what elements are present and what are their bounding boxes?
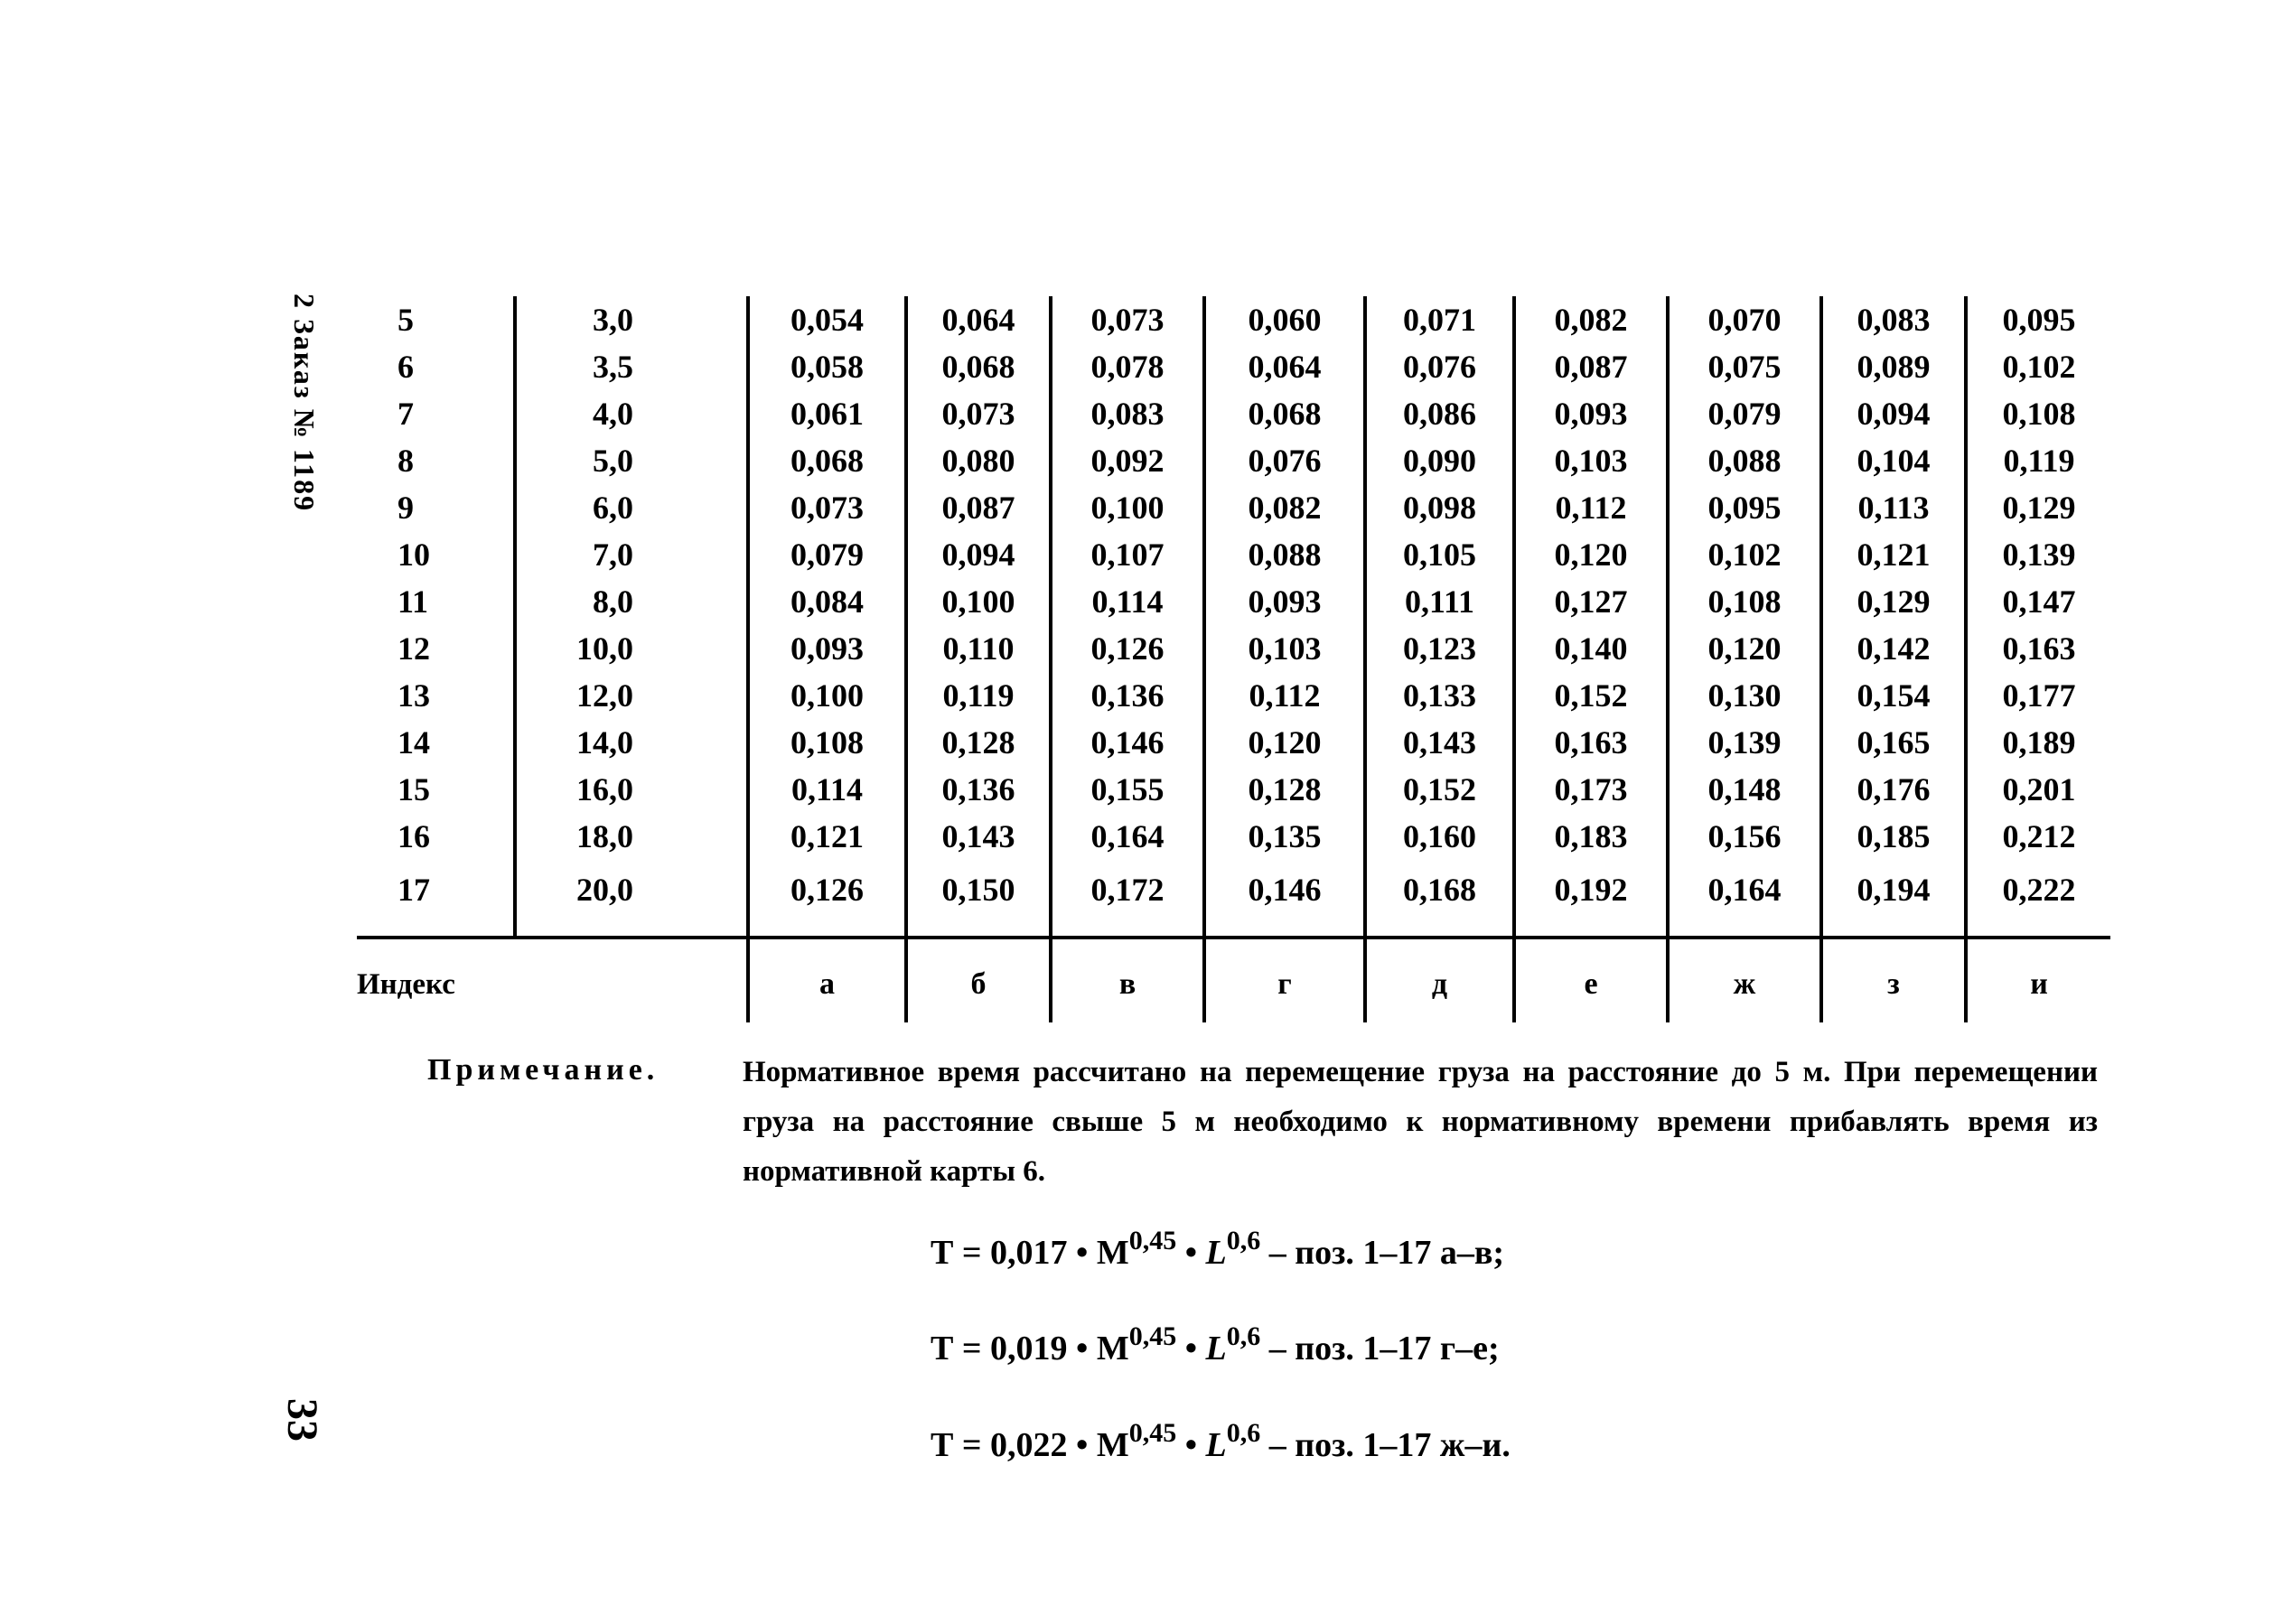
formula-suffix: – поз. 1–17 г–е;: [1268, 1330, 1500, 1367]
time-cell: 0,163: [1514, 719, 1668, 766]
time-cell: 0,168: [1365, 860, 1514, 938]
time-cell: 0,114: [748, 766, 906, 813]
note-text: Нормативное время рассчитано на перемещение груза на расстояние до 5 м. При перемещении груза на расстояние свыше 5 м необходимо к нормативному времени прибавлять время из нормативной карты 6.: [743, 1056, 2098, 1188]
formula-dot: •: [1184, 1426, 1197, 1464]
formula-m-exponent: 0,45: [1128, 1321, 1177, 1351]
time-cell: 0,058: [748, 343, 906, 390]
row-distance: 14,0: [515, 719, 748, 766]
formula-m: М: [1096, 1426, 1129, 1464]
index-letter: з: [1821, 938, 1966, 1022]
formula-dot: •: [1184, 1234, 1197, 1272]
time-cell: 0,083: [1051, 390, 1204, 437]
row-position: 17: [398, 872, 430, 908]
time-cell: 0,079: [1668, 390, 1821, 437]
time-cell: 0,154: [1821, 672, 1966, 719]
row-position: 15: [398, 771, 430, 807]
time-cell: 0,121: [1821, 531, 1966, 578]
time-cell: 0,064: [1204, 343, 1365, 390]
table-row: [357, 390, 2110, 437]
row-distance: 3,5: [515, 343, 748, 390]
time-cell: 0,183: [1514, 813, 1668, 860]
row-position: 8: [398, 443, 414, 479]
time-cell: 0,121: [748, 813, 906, 860]
time-cell: 0,189: [1966, 719, 2110, 766]
formula-l-exponent: 0,6: [1226, 1321, 1261, 1351]
formula-l-exponent: 0,6: [1226, 1226, 1261, 1255]
table-row: [357, 484, 2110, 531]
row-distance: 18,0: [515, 813, 748, 860]
time-cell: 0,060: [1204, 296, 1365, 343]
time-cell: 0,083: [1821, 296, 1966, 343]
time-cell: 0,061: [748, 390, 906, 437]
formula-lhs: Т = 0,019: [931, 1330, 1068, 1367]
formula-m: М: [1096, 1330, 1129, 1367]
time-cell: 0,119: [1966, 437, 2110, 484]
time-cell: 0,129: [1821, 578, 1966, 625]
table-body: [357, 296, 2110, 1022]
formula-suffix: – поз. 1–17 а–в;: [1268, 1234, 1505, 1272]
formula-line: [931, 1226, 1504, 1273]
time-cell: 0,100: [1051, 484, 1204, 531]
time-cell: 0,156: [1668, 813, 1821, 860]
time-cell: 0,163: [1966, 625, 2110, 672]
time-cell: 0,192: [1514, 860, 1668, 938]
time-cell: 0,165: [1821, 719, 1966, 766]
time-cell: 0,155: [1051, 766, 1204, 813]
time-cell: 0,112: [1514, 484, 1668, 531]
row-distance: 10,0: [515, 625, 748, 672]
time-cell: 0,147: [1966, 578, 2110, 625]
time-cell: 0,087: [906, 484, 1051, 531]
time-cell: 0,176: [1821, 766, 1966, 813]
time-cell: 0,075: [1668, 343, 1821, 390]
time-cell: 0,078: [1051, 343, 1204, 390]
time-cell: 0,100: [748, 672, 906, 719]
table-row: [357, 578, 2110, 625]
time-cell: 0,146: [1051, 719, 1204, 766]
time-cell: 0,139: [1668, 719, 1821, 766]
time-cell: 0,136: [906, 766, 1051, 813]
index-letter: ж: [1668, 938, 1821, 1022]
time-cell: 0,114: [1051, 578, 1204, 625]
formula-dot: •: [1076, 1426, 1089, 1464]
index-letter: в: [1051, 938, 1204, 1022]
row-position: 10: [398, 537, 430, 573]
formula-m: М: [1096, 1234, 1129, 1272]
row-position: 11: [398, 583, 429, 620]
time-cell: 0,120: [1514, 531, 1668, 578]
time-cell: 0,120: [1668, 625, 1821, 672]
time-cell: 0,089: [1821, 343, 1966, 390]
time-cell: 0,095: [1966, 296, 2110, 343]
time-cell: 0,070: [1668, 296, 1821, 343]
time-cell: 0,119: [906, 672, 1051, 719]
time-cell: 0,127: [1514, 578, 1668, 625]
time-cell: 0,084: [748, 578, 906, 625]
table-row: [357, 766, 2110, 813]
time-cell: 0,129: [1966, 484, 2110, 531]
formula-lhs: Т = 0,022: [931, 1426, 1068, 1464]
index-letter: е: [1514, 938, 1668, 1022]
time-cell: 0,086: [1365, 390, 1514, 437]
time-cell: 0,090: [1365, 437, 1514, 484]
row-position: 7: [398, 396, 414, 432]
time-cell: 0,092: [1051, 437, 1204, 484]
formula-lhs: Т = 0,017: [931, 1234, 1068, 1272]
time-cell: 0,108: [748, 719, 906, 766]
time-cell: 0,164: [1051, 813, 1204, 860]
time-cell: 0,212: [1966, 813, 2110, 860]
time-cell: 0,142: [1821, 625, 1966, 672]
row-position: 16: [398, 818, 430, 854]
index-letter: а: [748, 938, 906, 1022]
index-letter: б: [906, 938, 1051, 1022]
time-cell: 0,108: [1966, 390, 2110, 437]
index-label: Индекс: [357, 938, 748, 1022]
time-cell: 0,068: [906, 343, 1051, 390]
time-cell: 0,098: [1365, 484, 1514, 531]
row-distance: 16,0: [515, 766, 748, 813]
formula-l-exponent: 0,6: [1226, 1418, 1261, 1448]
time-cell: 0,064: [906, 296, 1051, 343]
row-distance: 6,0: [515, 484, 748, 531]
time-cell: 0,146: [1204, 860, 1365, 938]
row-position: 13: [398, 677, 430, 714]
time-cell: 0,068: [1204, 390, 1365, 437]
time-cell: 0,194: [1821, 860, 1966, 938]
row-distance: 20,0: [515, 860, 748, 938]
row-position: 14: [398, 724, 430, 761]
formula-m-exponent: 0,45: [1128, 1418, 1177, 1448]
time-cell: 0,110: [906, 625, 1051, 672]
time-cell: 0,088: [1204, 531, 1365, 578]
time-cell: 0,094: [906, 531, 1051, 578]
time-cell: 0,185: [1821, 813, 1966, 860]
time-cell: 0,126: [1051, 625, 1204, 672]
row-position: 9: [398, 490, 414, 526]
time-cell: 0,107: [1051, 531, 1204, 578]
time-cell: 0,076: [1204, 437, 1365, 484]
time-cell: 0,093: [748, 625, 906, 672]
time-cell: 0,160: [1365, 813, 1514, 860]
time-cell: 0,093: [1514, 390, 1668, 437]
row-position: 6: [398, 349, 414, 385]
time-cell: 0,102: [1966, 343, 2110, 390]
formula-dot: •: [1184, 1330, 1197, 1367]
time-cell: 0,177: [1966, 672, 2110, 719]
time-cell: 0,143: [906, 813, 1051, 860]
row-distance: 8,0: [515, 578, 748, 625]
time-cell: 0,095: [1668, 484, 1821, 531]
time-cell: 0,080: [906, 437, 1051, 484]
time-cell: 0,152: [1514, 672, 1668, 719]
time-cell: 0,128: [906, 719, 1051, 766]
index-letter: и: [1966, 938, 2110, 1022]
time-cell: 0,073: [1051, 296, 1204, 343]
time-cell: 0,100: [906, 578, 1051, 625]
row-position: 5: [398, 302, 414, 338]
time-cell: 0,093: [1204, 578, 1365, 625]
time-cell: 0,123: [1365, 625, 1514, 672]
time-cell: 0,082: [1204, 484, 1365, 531]
time-cell: 0,111: [1365, 578, 1514, 625]
time-cell: 0,126: [748, 860, 906, 938]
time-cell: 0,135: [1204, 813, 1365, 860]
index-letter: г: [1204, 938, 1365, 1022]
table-row: [357, 672, 2110, 719]
table-row: [357, 531, 2110, 578]
formula-l: L: [1205, 1426, 1227, 1464]
time-cell: 0,150: [906, 860, 1051, 938]
formula-suffix: – поз. 1–17 ж–и.: [1268, 1426, 1511, 1464]
table-row: [357, 719, 2110, 766]
time-cell: 0,172: [1051, 860, 1204, 938]
table-row: [357, 296, 2110, 343]
note-label: Примечание.: [427, 1053, 659, 1087]
formula-l: L: [1205, 1234, 1227, 1272]
formula-line: [931, 1321, 1500, 1368]
time-cell: 0,130: [1668, 672, 1821, 719]
time-cell: 0,112: [1204, 672, 1365, 719]
time-cell: 0,068: [748, 437, 906, 484]
norm-time-table: [357, 296, 2110, 1022]
time-cell: 0,102: [1668, 531, 1821, 578]
table-row: [357, 343, 2110, 390]
formula-m-exponent: 0,45: [1128, 1226, 1177, 1255]
table-row: [357, 437, 2110, 484]
row-distance: 12,0: [515, 672, 748, 719]
time-cell: 0,088: [1668, 437, 1821, 484]
time-cell: 0,108: [1668, 578, 1821, 625]
time-cell: 0,136: [1051, 672, 1204, 719]
row-distance: 5,0: [515, 437, 748, 484]
time-cell: 0,054: [748, 296, 906, 343]
time-cell: 0,222: [1966, 860, 2110, 938]
time-cell: 0,073: [906, 390, 1051, 437]
table-row: [357, 625, 2110, 672]
time-cell: 0,152: [1365, 766, 1514, 813]
time-cell: 0,140: [1514, 625, 1668, 672]
row-distance: 4,0: [515, 390, 748, 437]
time-cell: 0,071: [1365, 296, 1514, 343]
table-row: [357, 813, 2110, 860]
time-cell: 0,164: [1668, 860, 1821, 938]
table-row: [357, 860, 2110, 938]
time-cell: 0,201: [1966, 766, 2110, 813]
formula-dot: •: [1076, 1330, 1089, 1367]
time-cell: 0,094: [1821, 390, 1966, 437]
row-distance: 3,0: [515, 296, 748, 343]
index-row: [357, 938, 2110, 1022]
time-cell: 0,087: [1514, 343, 1668, 390]
time-cell: 0,173: [1514, 766, 1668, 813]
formula-line: [931, 1418, 1511, 1465]
time-cell: 0,082: [1514, 296, 1668, 343]
time-cell: 0,103: [1204, 625, 1365, 672]
side-order-number: 2 Заказ № 1189: [288, 294, 321, 513]
time-cell: 0,148: [1668, 766, 1821, 813]
page-number: 33: [278, 1398, 326, 1442]
time-cell: 0,120: [1204, 719, 1365, 766]
time-cell: 0,128: [1204, 766, 1365, 813]
row-position: 12: [398, 630, 430, 667]
time-cell: 0,143: [1365, 719, 1514, 766]
time-cell: 0,139: [1966, 531, 2110, 578]
time-cell: 0,073: [748, 484, 906, 531]
time-cell: 0,076: [1365, 343, 1514, 390]
time-cell: 0,113: [1821, 484, 1966, 531]
formula-dot: •: [1076, 1234, 1089, 1272]
index-letter: д: [1365, 938, 1514, 1022]
row-distance: 7,0: [515, 531, 748, 578]
time-cell: 0,079: [748, 531, 906, 578]
time-cell: 0,104: [1821, 437, 1966, 484]
time-cell: 0,103: [1514, 437, 1668, 484]
time-cell: 0,105: [1365, 531, 1514, 578]
formula-l: L: [1205, 1330, 1227, 1367]
time-cell: 0,133: [1365, 672, 1514, 719]
